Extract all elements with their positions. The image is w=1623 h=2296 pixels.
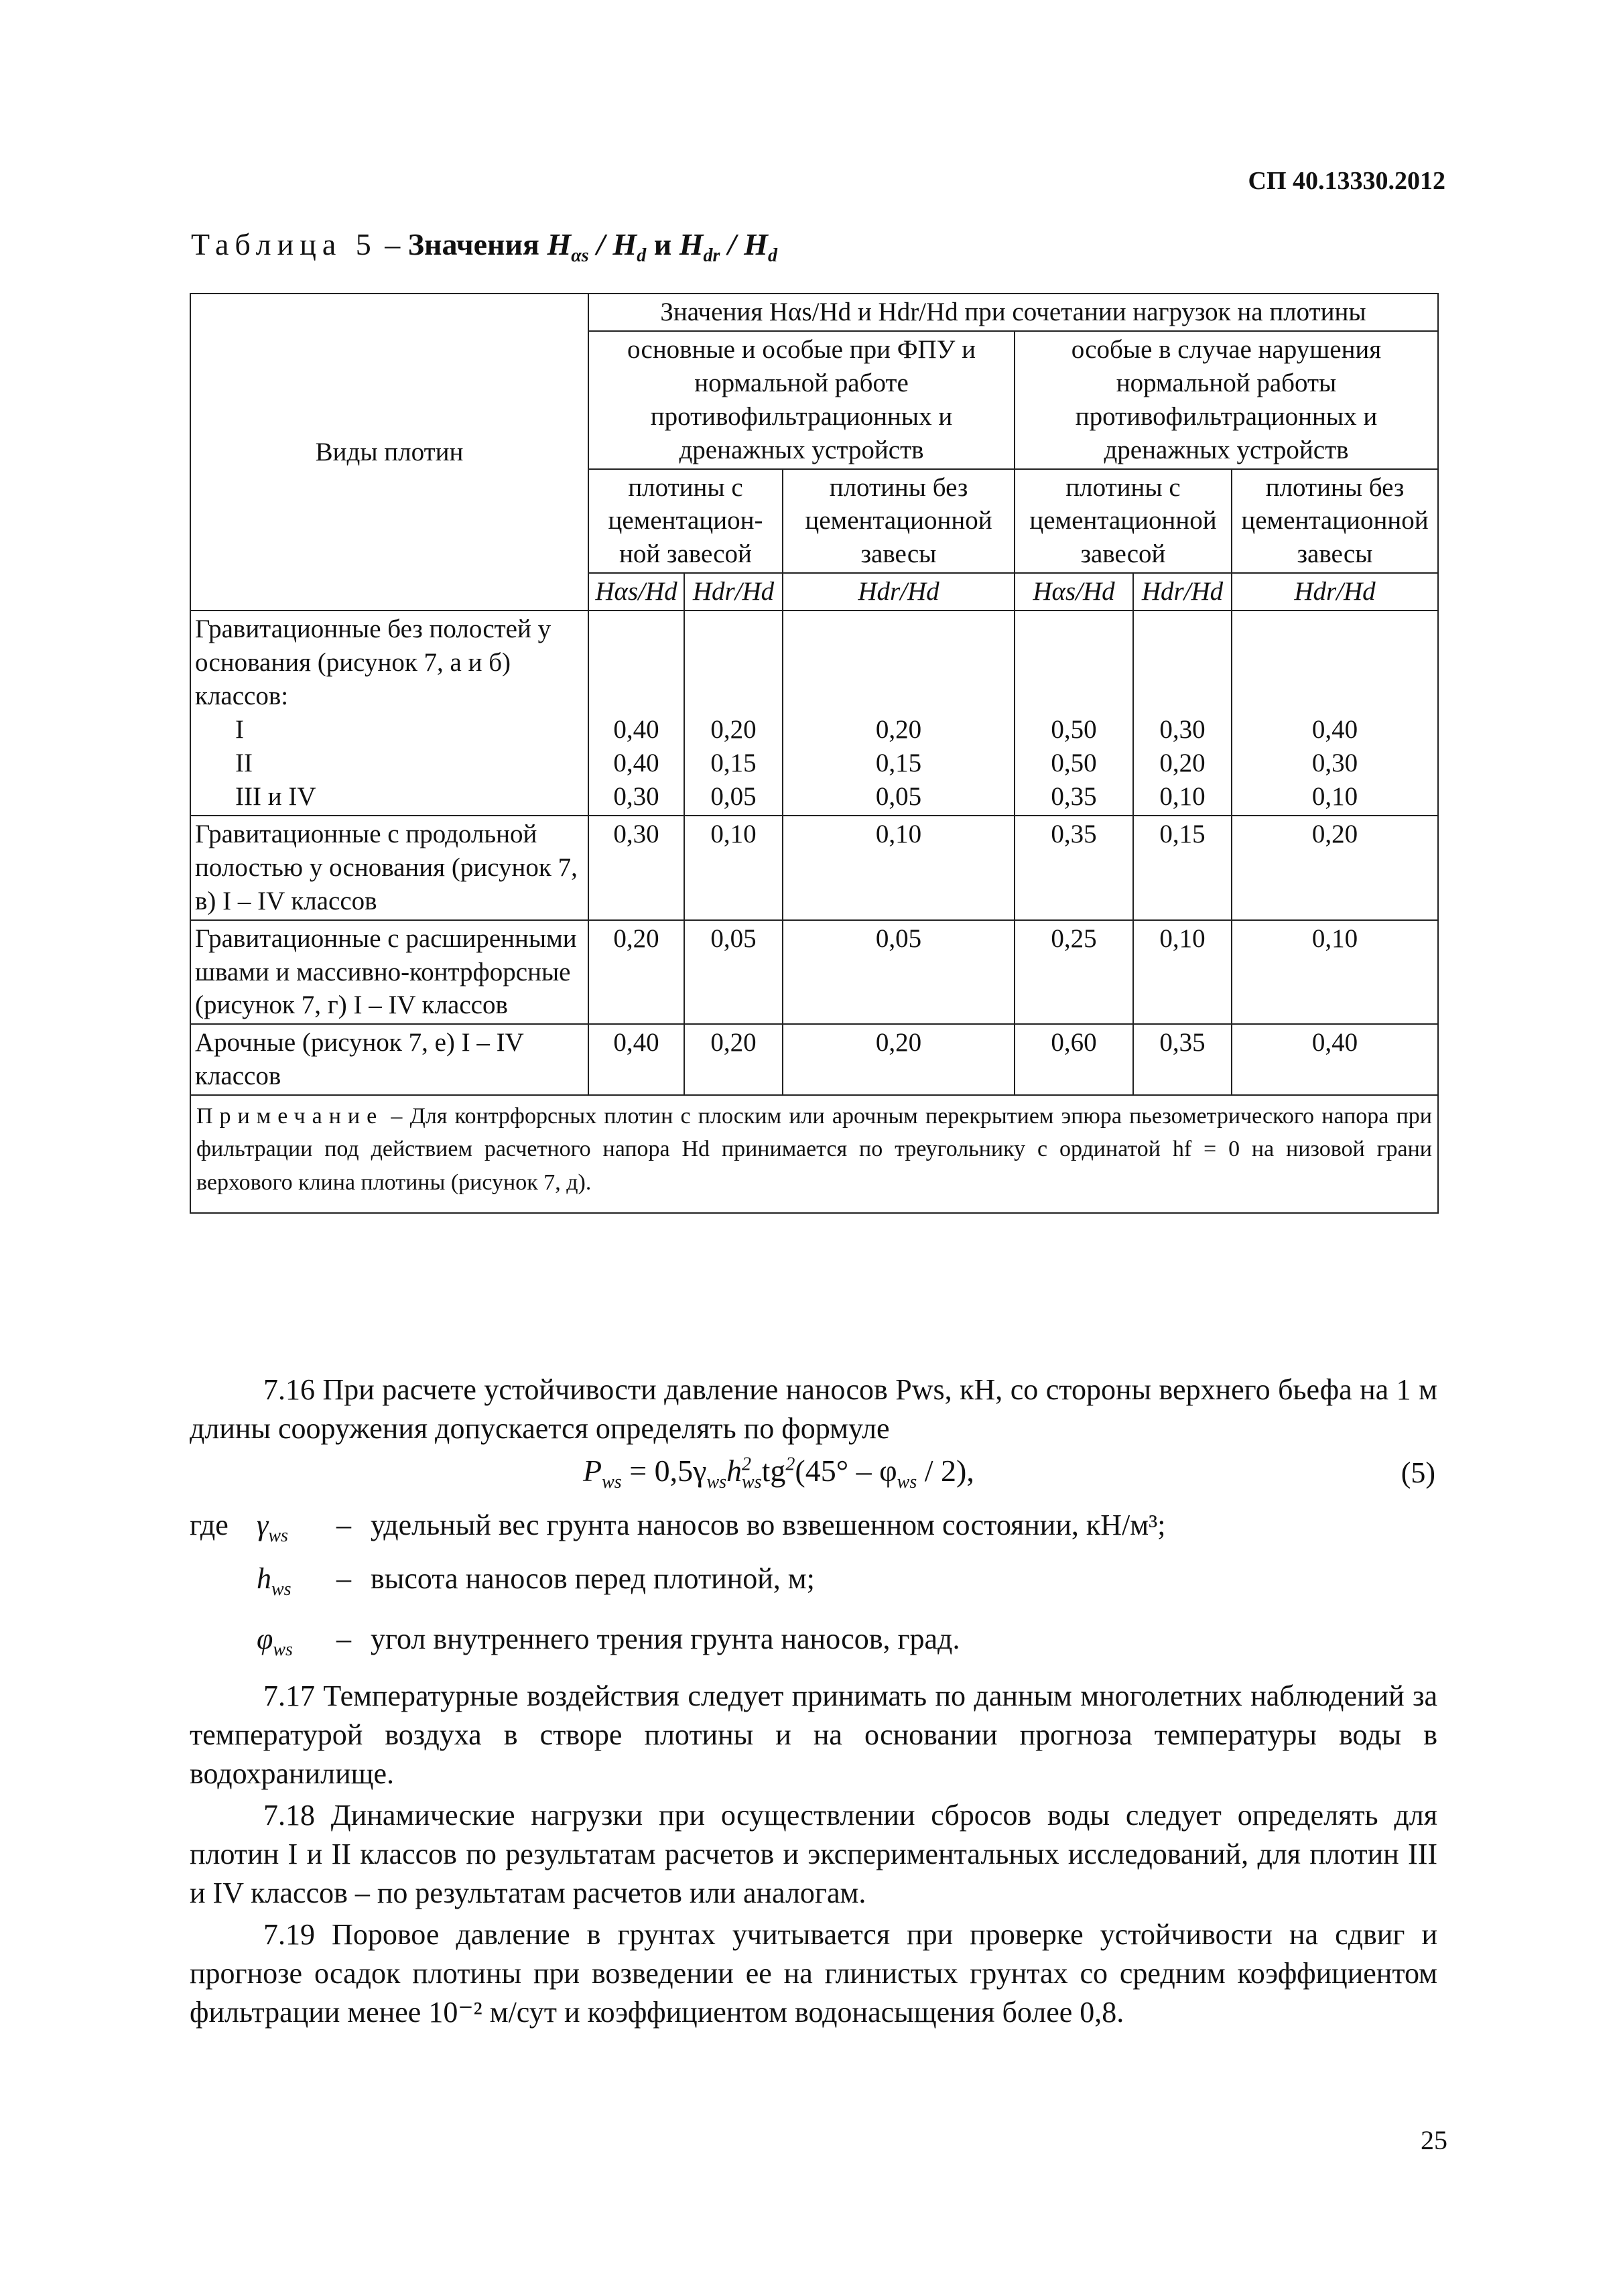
value-cell: 0,20 [1232,816,1438,920]
value-cell: 0,20 0,15 0,05 [684,611,783,816]
row-label: Гравитационные с продольной полостью у основания (рисунок 7, в) I – IV классов [190,816,588,920]
value-cell: 0,05 [684,920,783,1025]
header-with-curtain-b: плотины с цементационной завесой [1015,469,1232,574]
paragraph-7-17: 7.17 Температурные воздействия следует принимать по данным многолетних наблюдений за температурой воздуха в створе плотины и на основании прогноза температуры воды в водохранилище. [190,1679,1437,1790]
value-cell: 0,40 [588,1024,684,1095]
value-cell: 0,20 [783,1024,1015,1095]
formula-number: (5) [1401,1456,1435,1489]
value-cell: 0,10 [684,816,783,920]
value-cell: 0,20 [588,920,684,1025]
table-row [190,611,1438,816]
document-code: СП 40.13330.2012 [1248,167,1445,195]
header-without-curtain-b: плотины без цементационной завесы [1232,469,1438,574]
values-table [190,293,1439,1214]
where-gamma: где $\gamma_{ws}$ – удельный вес грунта наносов во взвешенном состоянии, кН/м³; [190,1509,1166,1546]
value-cell: 0,40 0,30 0,10 [1232,611,1438,816]
ratio-label: Hαs/Hd [588,573,684,611]
value-cell: 0,35 [1015,816,1133,920]
value-cell: 0,10 [1133,920,1232,1025]
value-cell: 0,20 [684,1024,783,1095]
value-cell: 0,40 [1232,1024,1438,1095]
table-note [190,1095,1438,1213]
header-with-curtain-a: плотины с цементацион-ной завесой [588,469,783,574]
header-dam-types: Виды плотин [190,294,588,611]
header-group-b: особые в случае нарушения нормальной работы противофильтрационных и дренажных устройств [1015,331,1438,469]
ratio-2: $H_{dr} / H_d$ [679,227,777,267]
ratio-label: Hdr/Hd [783,573,1015,611]
where-h: $h_{ws}$ – высота наносов перед плотиной, м; [257,1562,815,1600]
ratio-label: Hαs/Hd [1015,573,1133,611]
value-cell: 0,25 [1015,920,1133,1025]
row-label: Гравитационные без полостей у основания (рисунок 7, а и б) классов: I II III и IV [190,611,588,816]
note-label: Примечание [196,1104,384,1129]
table-title-sep: – [377,227,408,261]
note-text: – Для контрфорсных плотин с плоским или арочным перекрытием эпюра пьезометрического напора при фильтрации под действием расчетного напора Hd принимается по треугольнику с ординатой hf = 0 на низовой грани верхового клина плотины (рисунок 7, д). [196,1104,1432,1195]
paragraph-7-19: 7.19 Поровое давление в грунтах учитывается при проверке устойчивости на сдвиг и прогнозе осадок плотины при возведении ее на глинистых грунтах со средним коэффициентом фильтрации менее 10⁻² м/сут и коэффициентом водонасыщения более 0,8. [190,1918,1437,2029]
value-cell: 0,60 [1015,1024,1133,1095]
row-label: Гравитационные с расширенными швами и массивно-контрфорсные (рисунок 7, г) I – IV классов [190,920,588,1025]
table-title-bold: Значения [407,227,539,261]
paragraph-7-16: 7.16 При расчете устойчивости давление наносов Pws, кН, со стороны верхнего бьефа на 1 м длины сооружения допускается определять по формуле [190,1373,1437,1445]
value-cell: 0,40 0,40 0,30 [588,611,684,816]
table-row [190,920,1438,1025]
table-title [191,227,777,267]
row-label: Арочные (рисунок 7, е) I – IV классов [190,1024,588,1095]
formula-5: $P_{ws} = 0,5\gamma_{ws}h^2_{ws}tg^2(45^\circ - \varphi_{ws} / 2)$, [583,1454,974,1493]
header-without-curtain-a: плотины без цементационной завесы [783,469,1015,574]
ratio-label: Hdr/Hd [1133,573,1232,611]
value-cell: 0,10 [1232,920,1438,1025]
ratio-label: Hdr/Hd [684,573,783,611]
table-row [190,1024,1438,1095]
value-cell: 0,10 [783,816,1015,920]
where-phi: $\varphi_{ws}$ – угол внутреннего трения грунта наносов, град. [257,1622,960,1660]
value-cell: 0,15 [1133,816,1232,920]
table-number: Таблица 5 [191,227,377,261]
table-row [190,816,1438,920]
value-cell: 0,05 [783,920,1015,1025]
value-cell: 0,30 [588,816,684,920]
value-cell: 0,20 0,15 0,05 [783,611,1015,816]
value-cell: 0,30 0,20 0,10 [1133,611,1232,816]
title-and: и [646,227,679,261]
header-group: Значения Hαs/Hd и Hdr/Hd при сочетании нагрузок на плотины [588,294,1438,331]
header-group-a: основные и особые при ФПУ и нормальной работе противофильтрационных и дренажных устройств [588,331,1015,469]
value-cell: 0,35 [1133,1024,1232,1095]
ratio-label: Hdr/Hd [1232,573,1438,611]
paragraph-7-18: 7.18 Динамические нагрузки при осуществлении сбросов воды следует определять для плотин I и II классов по результатам расчетов и экспериментальных исследований, для плотин III и IV классов – по результатам расчетов или аналогам. [190,1799,1437,1909]
page-number: 25 [1421,2125,1447,2155]
ratio-1: $H_{\alpha s} / H_d$ [547,227,647,267]
value-cell: 0,50 0,50 0,35 [1015,611,1133,816]
